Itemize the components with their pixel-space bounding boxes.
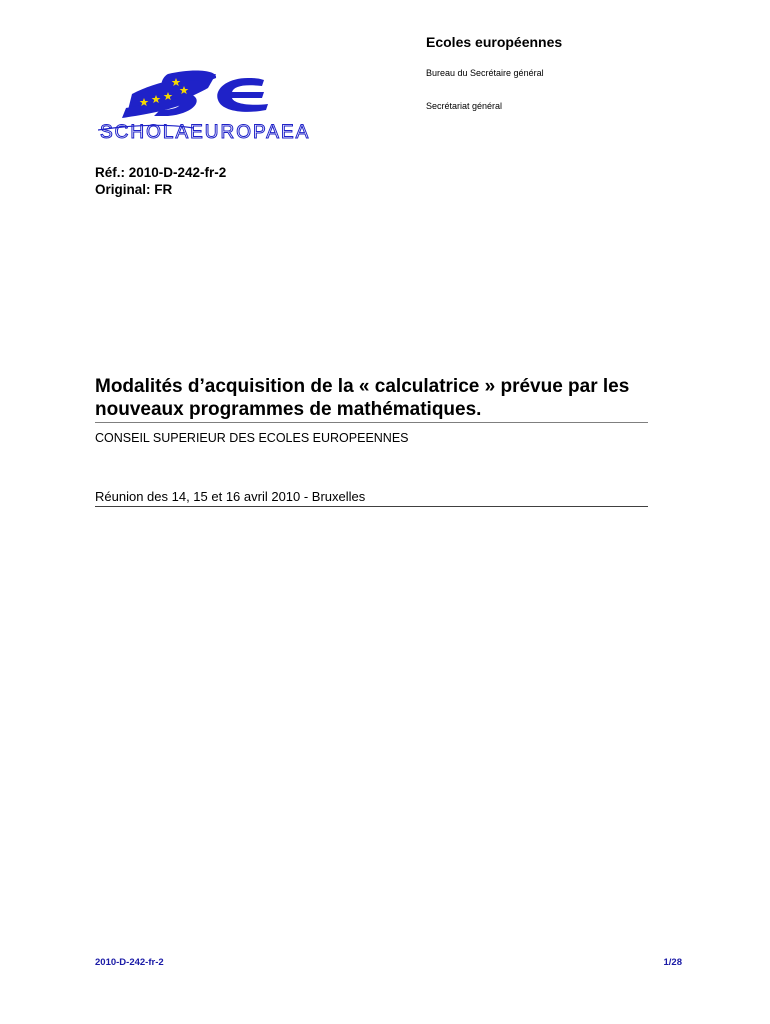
footer-reference: 2010-D-242-fr-2 — [95, 957, 164, 968]
schola-europaea-logo — [98, 68, 408, 144]
reference-block — [95, 164, 226, 198]
org-title: Ecoles européennes — [426, 34, 563, 50]
office-line: Bureau du Secrétaire général — [426, 68, 544, 78]
reference-number: Réf.: 2010-D-242-fr-2 — [95, 165, 227, 180]
original-language: Original: FR — [95, 182, 173, 197]
secretariat-line: Secrétariat général — [426, 101, 503, 111]
document-title: Modalités d’acquisition de la « calculatrice » prévue par les nouveaux programmes de mathématiques. — [95, 375, 648, 423]
page-number: 1/28 — [663, 957, 682, 968]
logo-wordmark: SCHOLAEUROPAEA — [100, 122, 311, 143]
meeting-info: Réunion des 14, 15 et 16 avril 2010 - Bruxelles — [95, 489, 648, 507]
council-name: CONSEIL SUPERIEUR DES ECOLES EUROPEENNES — [95, 431, 409, 445]
